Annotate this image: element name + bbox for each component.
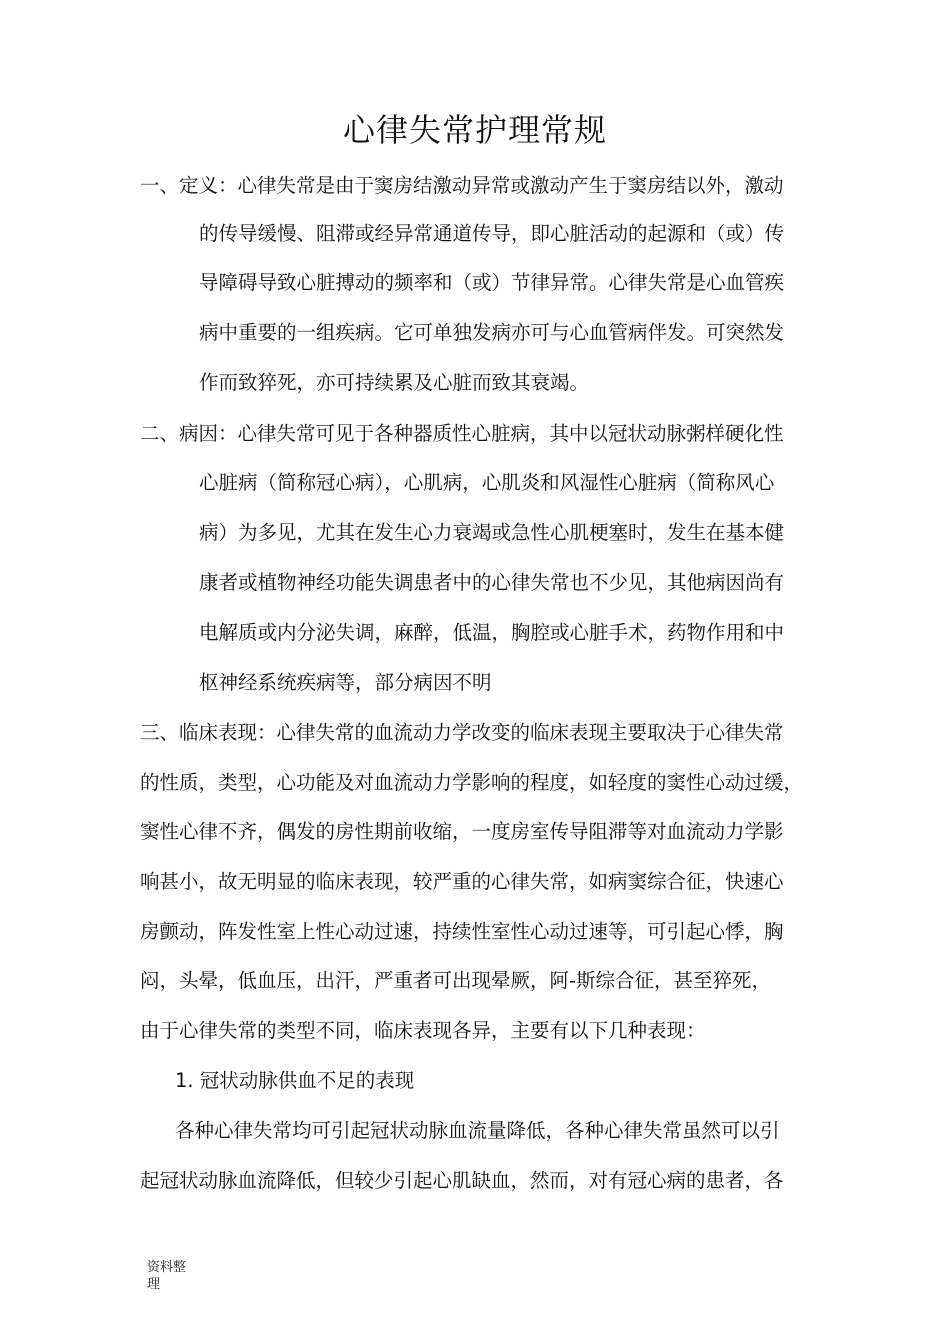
subheading: 1. 冠状动脉供血不足的表现 xyxy=(175,1069,415,1092)
body-line: 窦性心律不齐，偶发的房性期前收缩，一度房室传导阻滞等对血流动力学影 xyxy=(140,820,784,843)
body-line: 各种心律失常均可引起冠状动脉血流量降低，各种心律失常虽然可以引 xyxy=(175,1119,780,1142)
body-line: 的传导缓慢、阻滞或经异常通道传导，即心脏活动的起源和（或）传 xyxy=(199,222,785,245)
body-line: 病）为多见，尤其在发生心力衰竭或急性心肌梗塞时，发生在基本健 xyxy=(199,521,785,544)
body-line: 电解质或内分泌失调，麻醉，低温，胸腔或心脏手术，药物作用和中 xyxy=(199,621,785,644)
body-line: 房颤动，阵发性室上性心动过速，持续性室性心动过速等，可引起心悸，胸 xyxy=(140,920,784,943)
body-line: 康者或植物神经功能失调患者中的心律失常也不少见，其他病因尚有 xyxy=(199,571,785,594)
body-line: 一、定义：心律失常是由于窦房结激动异常或激动产生于窦房结以外，激动 xyxy=(140,174,784,197)
body-line: 二、病因：心律失常可见于各种器质性心脏病，其中以冠状动脉粥样硬化性 xyxy=(140,422,784,445)
body-line: 的性质，类型，心功能及对血流动力学影响的程度，如轻度的窦性心动过缓， xyxy=(140,771,804,794)
page-footer: 资料整理 xyxy=(147,1260,187,1292)
body-line: 心脏病（简称冠心病），心肌病，心肌炎和风湿性心脏病（简称风心 xyxy=(199,471,775,494)
body-line: 响甚小，故无明显的临床表现，较严重的心律失常，如病窦综合征，快速心 xyxy=(140,870,784,893)
body-line: 病中重要的一组疾病。它可单独发病亦可与心血管病伴发。可突然发 xyxy=(199,321,785,344)
body-line: 起冠状动脉血流降低，但较少引起心肌缺血，然而，对有冠心病的患者，各 xyxy=(140,1169,784,1192)
body-line: 作而致猝死，亦可持续累及心脏而致其衰竭。 xyxy=(199,371,590,394)
body-line: 三、临床表现：心律失常的血流动力学改变的临床表现主要取决于心律失常 xyxy=(140,721,784,744)
body-line: 由于心律失常的类型不同，临床表现各异，主要有以下几种表现： xyxy=(140,1019,706,1042)
body-line: 导障碍导致心脏搏动的频率和（或）节律异常。心律失常是心血管疾 xyxy=(199,271,785,294)
body-line: 枢神经系统疾病等，部分病因不明 xyxy=(199,671,492,694)
page-title: 心律失常护理常规 xyxy=(342,111,607,149)
body-line: 闷，头晕，低血压，出汗，严重者可出现晕厥，阿-斯综合征，甚至猝死， xyxy=(140,969,772,992)
